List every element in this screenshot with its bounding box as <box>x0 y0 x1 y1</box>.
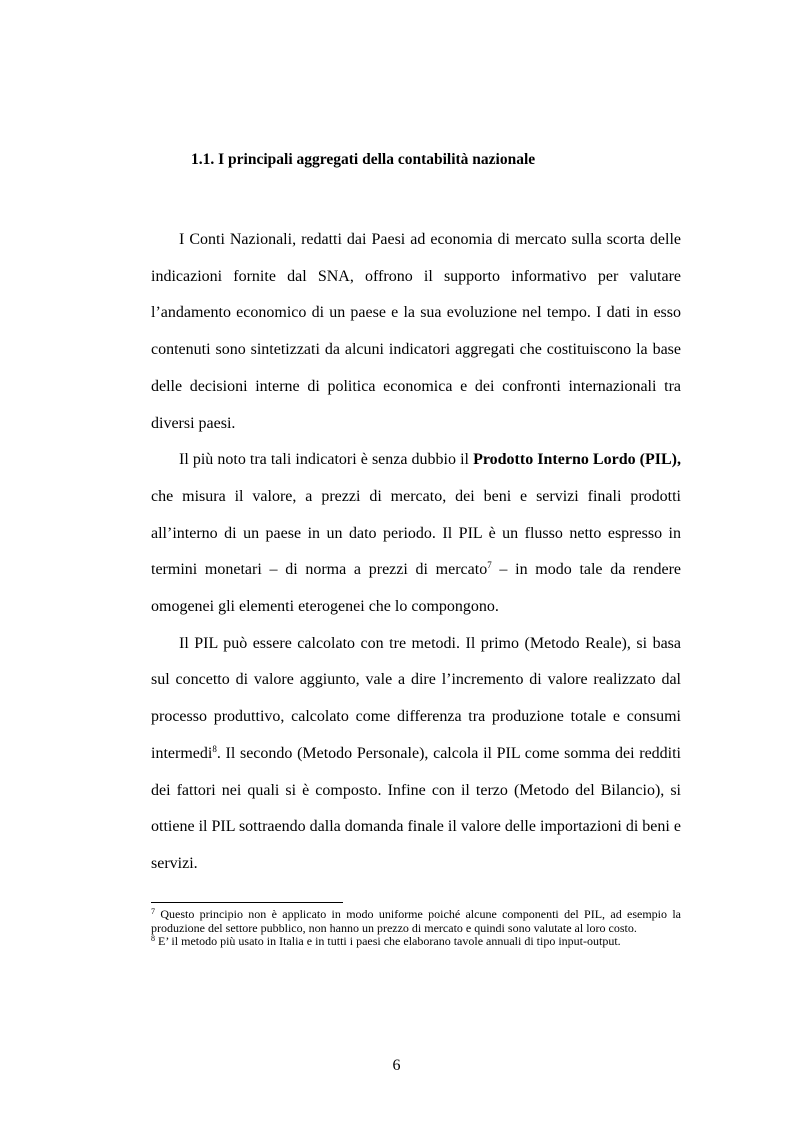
footnotes <box>151 908 681 949</box>
paragraph-text: – in modo tale da rendere omogenei gli elementi eterogenei che lo compongono. <box>151 561 682 616</box>
paragraph-text: Il PIL può essere calcolato con tre metodi. Il primo (Metodo Reale), si basa sul concetto di valore aggiunto, vale a dire l’incremento di valore realizzato dal processo produttivo, calcolato come differenza tra produzione totale e consumi intermedi <box>151 634 681 762</box>
footnote-ref-7: 7 <box>487 560 492 571</box>
footnote-text: E’ il metodo più usato in Italia e in tutti i paesi che elaborano tavole annuali di tipo input-output. <box>155 934 621 949</box>
paragraph-conti-nazionali: I Conti Nazionali, redatti dai Paesi ad economia di mercato sulla scorta delle indicazioni fornite dal SNA, offrono il supporto informativo per valutare l’andamento economico di un paese e la sua evoluzione nel tempo. I dati in esso contenuti sono sintetizzati da alcuni indicatori aggregati che costituiscono la base delle decisioni interne di politica economica e dei confronti internazionali tra diversi paesi. <box>151 231 681 432</box>
bold-term-pil: Prodotto Interno Lordo (PIL), <box>473 451 681 469</box>
paragraph-text: . Il secondo (Metodo Personale), calcola il PIL come somma dei redditi dei fattori nei quali si è composto. Infine con il terzo (Metodo del Bilancio), si ottiene il PIL sottraendo dalla domanda finale il valore delle importazioni di beni e servizi. <box>151 744 681 872</box>
footnote-8 <box>151 935 681 949</box>
paragraph-pil-definition <box>151 442 681 626</box>
footnote-separator <box>151 902 343 903</box>
footnote-ref-8: 8 <box>212 743 217 754</box>
paragraph-pil-methods <box>151 626 681 883</box>
body-text <box>151 222 681 883</box>
footnote-7 <box>151 908 681 935</box>
footnote-mark: 7 <box>151 907 155 916</box>
page-number: 6 <box>392 1057 401 1074</box>
paragraph-text: Il più noto tra tali indicatori è senza dubbio il <box>179 451 474 469</box>
footnote-text: Questo principio non è applicato in modo uniforme poiché alcune componenti del PIL, ad esempio la produzione del settore pubblico, non hanno un prezzo di mercato e quindi sono valutate al loro costo. <box>151 907 681 935</box>
section-heading: 1.1. I principali aggregati della contabilità nazionale <box>191 151 536 168</box>
footnote-mark: 8 <box>151 934 155 944</box>
paragraph-text: che misura il valore, a prezzi di mercato, dei beni e servizi finali prodotti all’interno di un paese in un dato periodo. Il PIL è un flusso netto espresso in termini monetari – di norma a prezzi di mercato <box>151 487 681 579</box>
